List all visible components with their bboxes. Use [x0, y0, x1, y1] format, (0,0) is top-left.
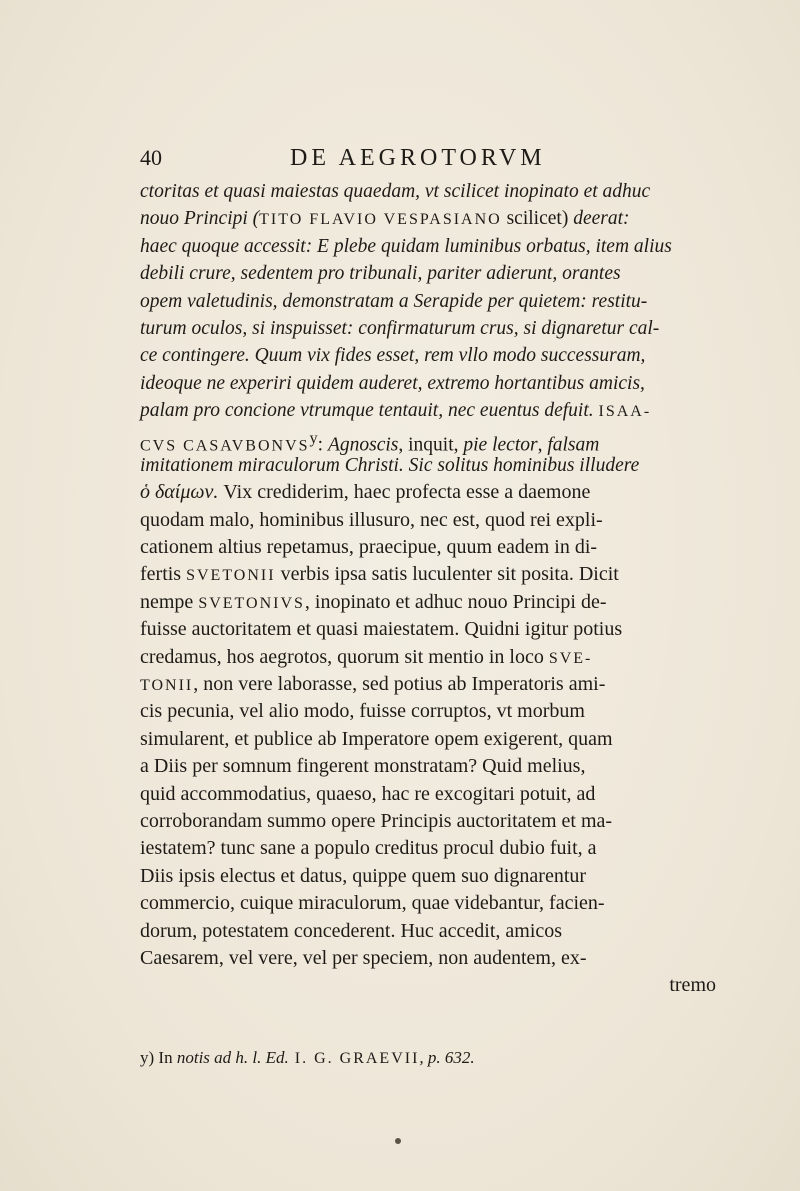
text-span: nempe: [140, 590, 194, 613]
text-line: [140, 205, 720, 232]
text-span: fertis: [140, 563, 182, 586]
text-span: palam pro concione vtrumque tentauit, nec euentus defuit.: [140, 400, 594, 422]
name-smallcaps: SVETONIVS: [198, 594, 305, 612]
text-line: dorum, potestatem concederent. Huc accedit, amicos: [140, 919, 563, 942]
footnote-page: , p. 632.: [419, 1048, 475, 1067]
body-text: [140, 178, 720, 1000]
text-line: turum oculos, si inspuisset: confirmaturum crus, si dignaretur cal-: [140, 317, 660, 339]
text-span: Vix crediderim, haec profecta esse a daemone: [218, 481, 591, 504]
text-line: opem valetudinis, demonstratam a Serapide per quietem: restitu-: [140, 290, 648, 312]
text-span: , inopinato et adhuc nouo Principi de-: [304, 590, 607, 613]
text-line: debili crure, sedentem pro tribunali, pariter adierunt, orantes: [140, 263, 621, 285]
text-line: ctoritas et quasi maiestas quaedam, vt scilicet inopinato et adhuc: [140, 181, 651, 202]
name-smallcaps: TITO FLAVIO VESPASIANO: [259, 211, 502, 229]
text-line: imitationem miraculorum Christi. Sic solitus hominibus illudere: [140, 454, 640, 476]
text-span: falsam: [547, 434, 600, 456]
text-line: [140, 479, 720, 506]
text-line: ce contingere. Quum vix fides esset, rem vllo modo successuram,: [140, 345, 646, 367]
text-span: ,: [537, 434, 548, 456]
text-line: [140, 671, 720, 698]
name-smallcaps: SVETONII: [186, 567, 276, 585]
text-line: [140, 561, 720, 588]
text-line: [140, 397, 720, 424]
text-line: haec quoque accessit: E plebe quidam luminibus orbatus, item alius: [140, 235, 672, 257]
greek-text: ὁ δαίμων.: [140, 481, 219, 504]
running-head: DE AEGROTORVM: [290, 145, 546, 171]
footnote-marker: y): [140, 1048, 155, 1067]
text-line: simularent, et publice ab Imperatore opem exigerent, quam: [140, 727, 613, 750]
page-header: [140, 145, 700, 175]
footnote-text: In: [154, 1048, 177, 1067]
footnote-author: I. G. GRAEVII: [288, 1050, 420, 1067]
text-line: corroborandam summo opere Principis auctoritatem et ma-: [140, 809, 613, 832]
text-line: [140, 644, 720, 671]
text-line: fuisse auctoritatem et quasi maiestatem. Quidni igitur potius: [140, 618, 623, 641]
name-smallcaps: SVE-: [548, 649, 593, 667]
text-line: iestatem? tunc sane a populo creditus procul dubio fuit, a: [140, 837, 597, 860]
text-line: [140, 425, 720, 456]
text-line: quid accommodatius, quaeso, hac re excogitari potuit, ad: [140, 782, 596, 805]
text-span: deerat:: [573, 208, 630, 230]
text-line: [140, 589, 720, 616]
footnote: [140, 1048, 475, 1068]
text-line: cationem altius repetamus, praecipue, quum eadem in di-: [140, 536, 598, 559]
text-line: commercio, cuique miraculorum, quae videbantur, facien-: [140, 892, 605, 915]
name-smallcaps: CVS CASAVBONVS: [140, 437, 310, 455]
text-span: credamus, hos aegrotos, quorum sit mentio in loco: [140, 645, 544, 668]
catchword: tremo: [669, 974, 716, 997]
ink-spot: [395, 1138, 401, 1144]
text-span: pie lector: [463, 434, 538, 456]
footnote-ref: y: [309, 428, 318, 447]
text-line: a Diis per somnum fingerent monstratam? Quid melius,: [140, 755, 586, 778]
page-number: 40: [140, 145, 162, 170]
text-line: Diis ipsis electus et datus, quippe quem suo dignarentur: [140, 864, 587, 887]
name-smallcaps: TONII: [140, 677, 194, 695]
text-span: , inquit,: [398, 434, 464, 456]
text-span: verbis ipsa satis luculenter sit posita. Dicit: [275, 563, 619, 586]
text-line: Caesarem, vel vere, vel per speciem, non audentem, ex-: [140, 946, 587, 969]
name-smallcaps: ISAA-: [598, 403, 652, 421]
footnote-text: notis ad h. l. Ed.: [176, 1048, 289, 1067]
text-line: ideoque ne experiri quidem auderet, extremo hortantibus amicis,: [140, 372, 645, 394]
text-span: :: [317, 434, 328, 456]
text-span: nouo Principi (: [140, 208, 260, 230]
text-span: , non vere laborasse, sed potius ab Imperatoris ami-: [193, 673, 606, 696]
text-line: cis pecunia, vel alio modo, fuisse corruptos, vt morbum: [140, 700, 585, 723]
text-span: scilicet): [501, 208, 574, 230]
text-line: quodam malo, hominibus illusuro, nec est, quod rei expli-: [140, 508, 603, 531]
text-span: Agnoscis: [327, 434, 399, 456]
